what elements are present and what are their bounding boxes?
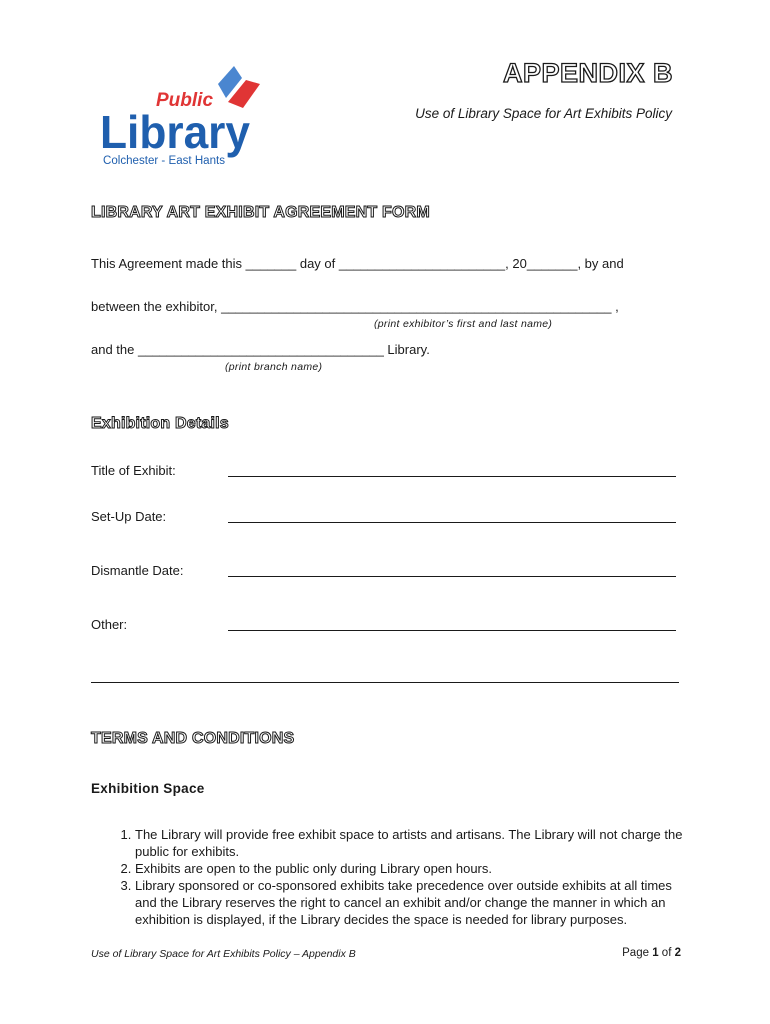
term-item: 3. Library sponsored or co-sponsored exhibits take precedence over outside exhibits at all times and the Library reserves the right to cancel an exhibit and/or change the manner in which an exhibition is displayed, if the Library decides the space is needed for library purposes. bbox=[135, 877, 683, 928]
page-prefix: Page bbox=[622, 947, 653, 959]
exhibition-details-heading: Exhibition Details bbox=[91, 415, 229, 432]
branch-name-line: and the __________________________________ Library. bbox=[91, 342, 430, 357]
library-logo bbox=[100, 64, 270, 168]
terms-list bbox=[91, 826, 683, 928]
page-number bbox=[622, 947, 681, 959]
policy-subtitle: Use of Library Space for Art Exhibits Policy bbox=[415, 106, 672, 121]
title-of-exhibit-line[interactable] bbox=[228, 476, 676, 477]
term-item: 1. The Library will provide free exhibit space to artists and artisans. The Library will not charge the public for exhibits. bbox=[135, 826, 683, 860]
setup-date-line[interactable] bbox=[228, 522, 676, 523]
agreement-form-heading: LIBRARY ART EXHIBIT AGREEMENT FORM bbox=[91, 204, 430, 221]
other-line[interactable] bbox=[228, 630, 676, 631]
dismantle-date-label: Dismantle Date: bbox=[91, 563, 184, 578]
agreement-date-line: This Agreement made this _______ day of _______________________, 20_______, by and bbox=[91, 256, 624, 271]
page-of: of bbox=[658, 947, 675, 959]
additional-notes-line[interactable] bbox=[91, 682, 679, 683]
exhibitor-name-line: between the exhibitor, ______________________________________________________ , bbox=[91, 299, 619, 314]
terms-heading: TERMS AND CONDITIONS bbox=[91, 730, 295, 747]
logo-word-public: Public bbox=[156, 90, 214, 111]
branch-name-note: (print branch name) bbox=[225, 361, 323, 373]
setup-date-label: Set-Up Date: bbox=[91, 509, 167, 524]
other-label: Other: bbox=[91, 617, 128, 632]
logo-word-library: Library bbox=[100, 106, 251, 158]
library-logo-graphic bbox=[100, 64, 270, 168]
term-item: 2. Exhibits are open to the public only during Library open hours. bbox=[135, 860, 683, 877]
page-current: 1 bbox=[652, 947, 659, 959]
logo-tagline: Colchester - East Hants bbox=[103, 155, 226, 167]
exhibition-space-heading: Exhibition Space bbox=[91, 781, 205, 796]
title-of-exhibit-label: Title of Exhibit: bbox=[91, 463, 176, 478]
appendix-title: APPENDIX B bbox=[502, 58, 673, 88]
footer-title: Use of Library Space for Art Exhibits Policy – Appendix B bbox=[91, 948, 356, 960]
exhibitor-name-note: (print exhibitor’s first and last name) bbox=[374, 318, 553, 330]
dismantle-date-line[interactable] bbox=[228, 576, 676, 577]
page-total: 2 bbox=[674, 947, 681, 959]
